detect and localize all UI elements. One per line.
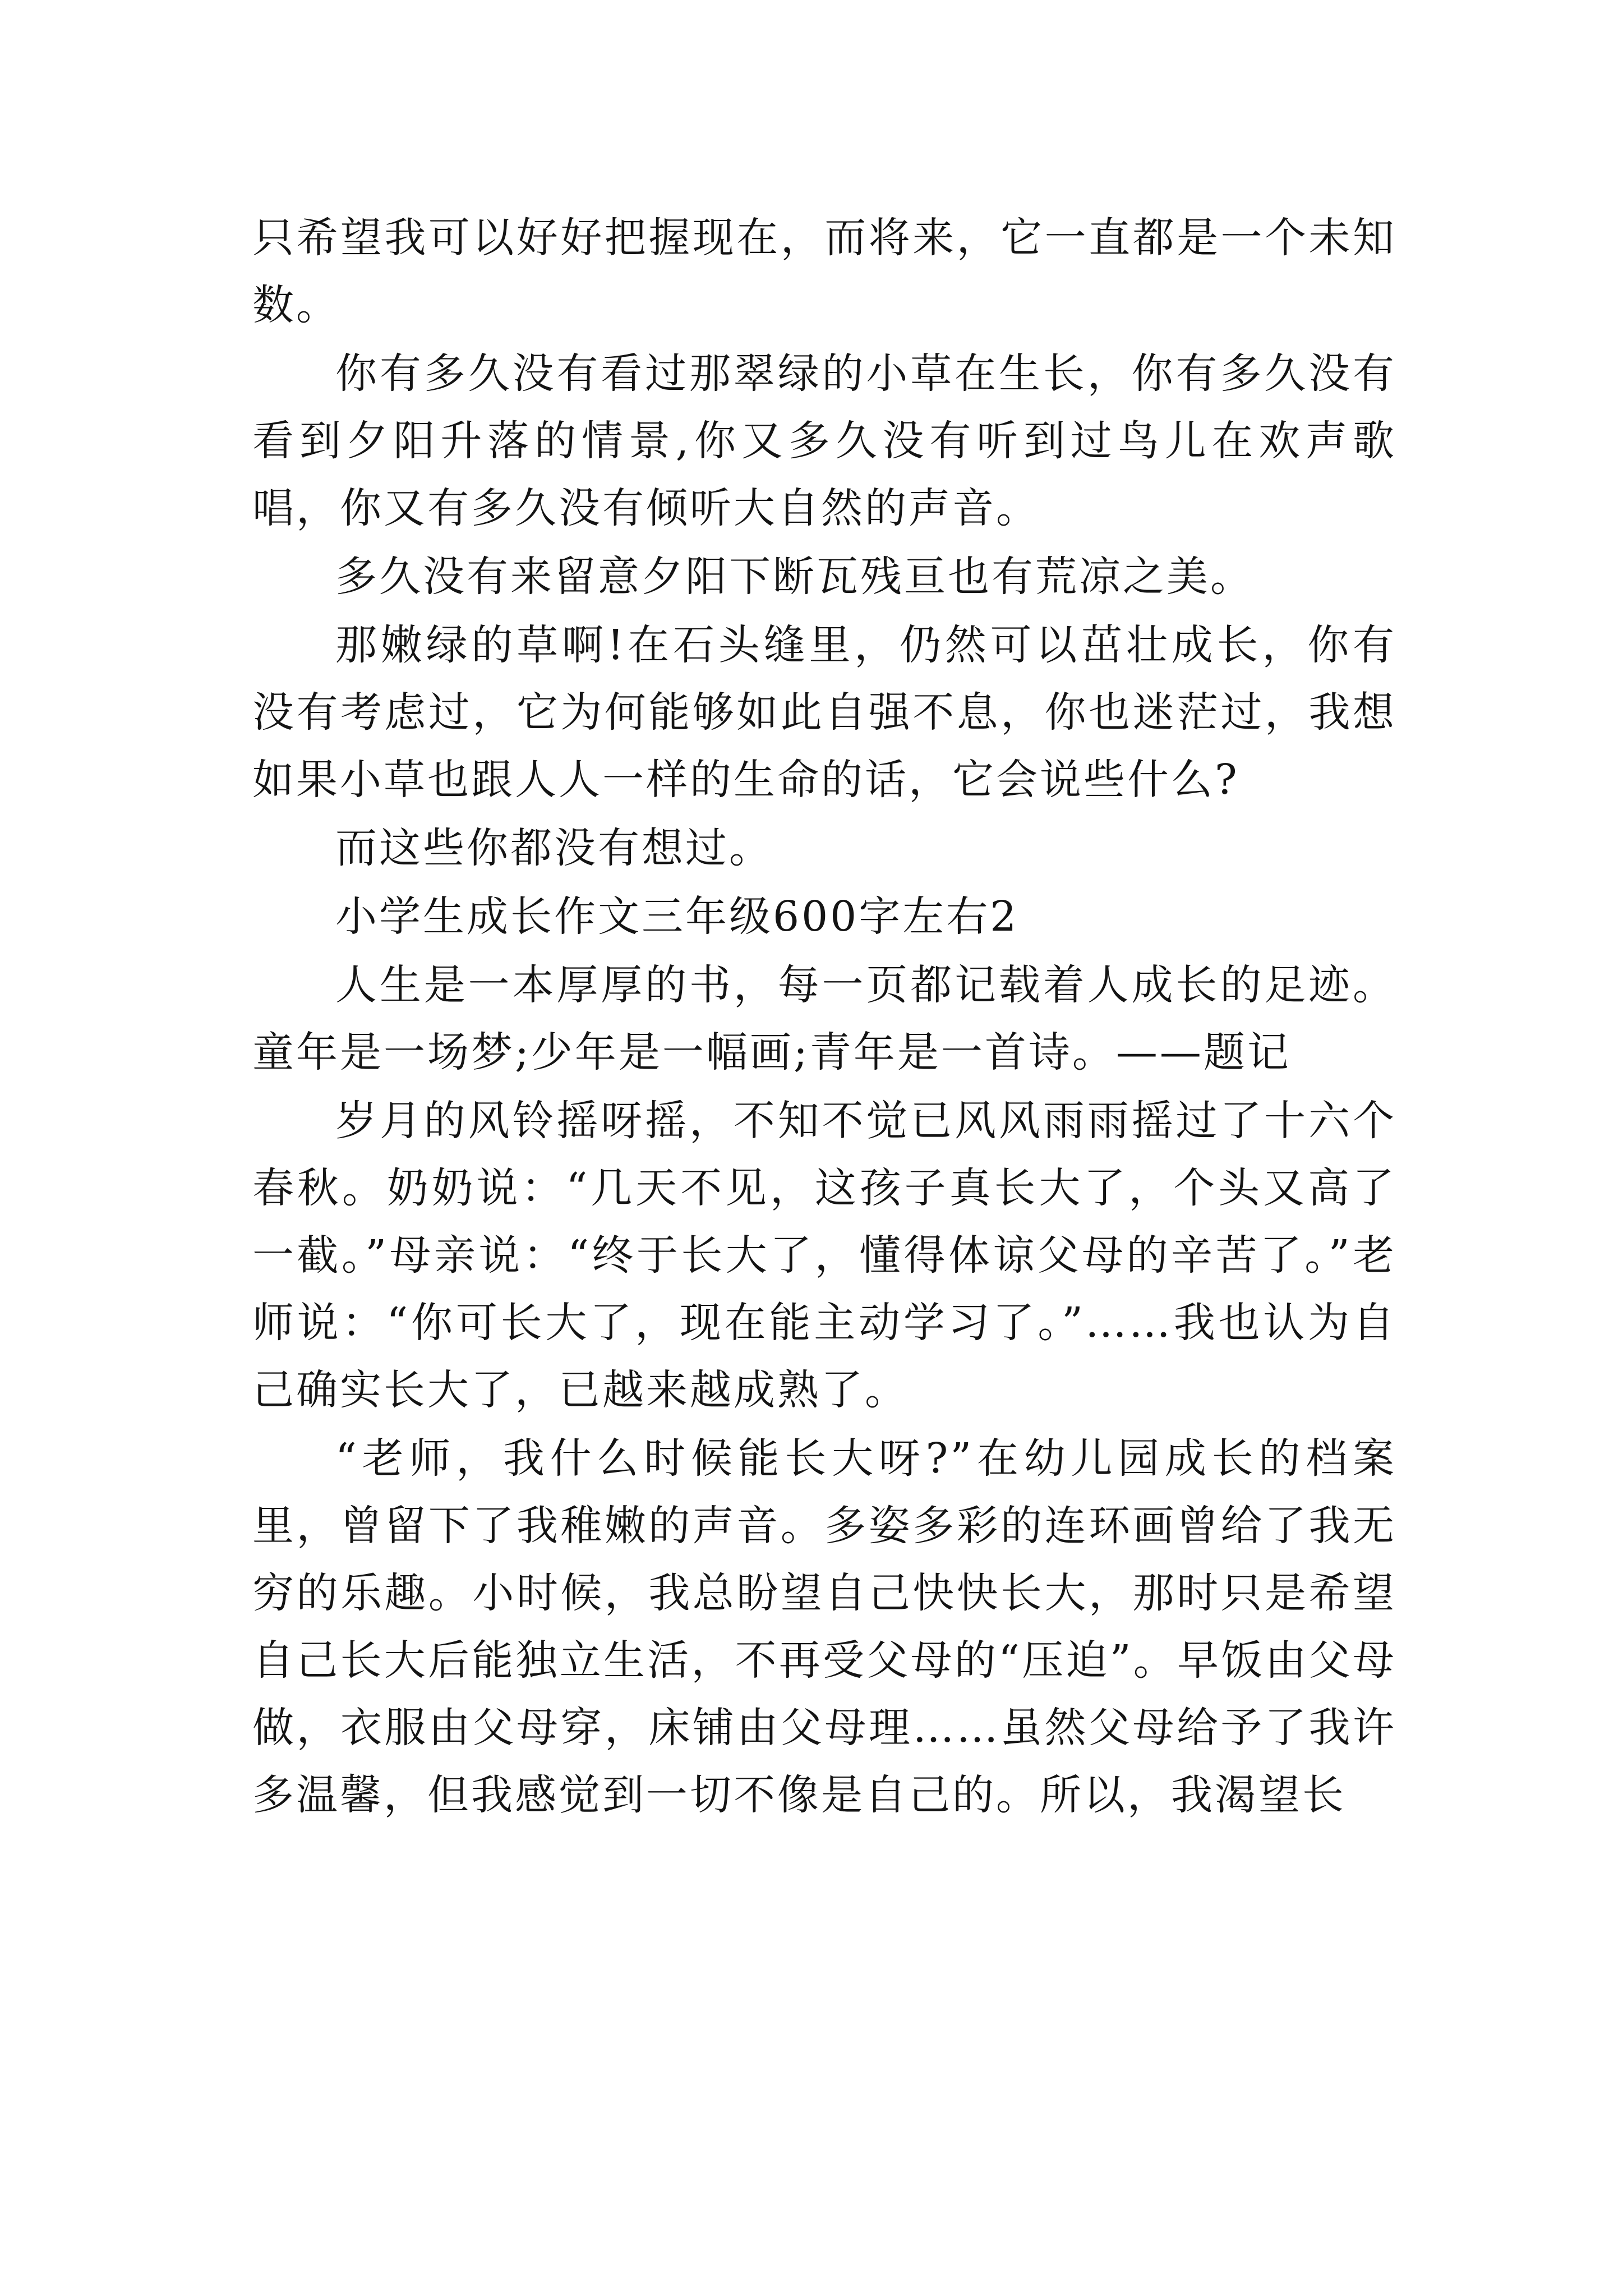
paragraph-6: 岁月的风铃摇呀摇，不知不觉已风风雨雨摇过了十六个春秋。奶奶说：“几天不见，这孩子真长大了，个头又高了一截。”母亲说：“终于长大了，懂得体谅父母的辛苦了。”老师说：“你可长大了，现在能主动学习了。”……我也认为自己确实长大了，已越来越成熟了。 [252,1097,1396,1414]
paragraph-4: 那嫩绿的草啊!在石头缝里，仍然可以茁壮成长，你有没有考虑过，它为何能够如此自强不息，你也迷茫过，我想如果小草也跟人人一样的生命的话，它会说些什么? [252,621,1396,804]
paragraph-2: 你有多久没有看过那翠绿的小草在生长，你有多久没有看到夕阳升落的情景,你又多久没有听到过鸟儿在欢声歌唱，你又有多久没有倾听大自然的声音。 [252,349,1396,532]
document-body [252,204,1396,1830]
paragraph-3: 多久没有来留意夕阳下断瓦残亘也有荒凉之美。 [335,553,1254,601]
paragraph-epigraph: 人生是一本厚厚的书，每一页都记载着人成长的足迹。童年是一场梦;少年是一幅画;青年是一首诗。——题记 [252,961,1396,1076]
paragraph-5: 而这些你都没有想过。 [335,824,773,872]
paragraph-7: “老师，我什么时候能长大呀?”在幼儿园成长的档案里，曾留下了我稚嫩的声音。多姿多彩的连环画曾给了我无穷的乐趣。小时候，我总盼望自己快快长大，那时只是希望自己长大后能独立生活，不再受父母的“压迫”。早饭由父母做，衣服由父母穿，床铺由父母理……虽然父母给予了我许多温馨，但我感觉到一切不像是自己的。所以，我渴望长 [252,1434,1396,1819]
section-heading: 小学生成长作文三年级600字左右2 [335,892,1019,941]
paragraph-1: 只希望我可以好好把握现在，而将来，它一直都是一个未知数。 [252,214,1396,329]
